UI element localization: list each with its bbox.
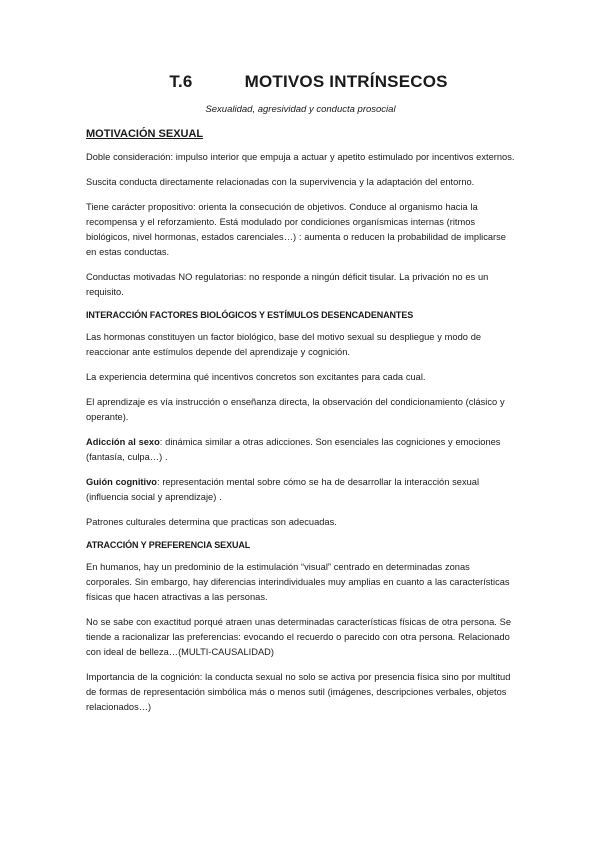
section-heading-motivacion-sexual: MOTIVACIÓN SEXUAL xyxy=(86,128,204,140)
paragraph: Doble consideración: impulso interior que empuja a actuar y apetito estimulado por incentivos externos. xyxy=(86,152,515,162)
paragraph: El aprendizaje es vía instrucción o enseñanza directa, la observación del condicionamiento (clásico y operante). xyxy=(86,397,505,422)
subheading-atraccion: ATRACCIÓN Y PREFERENCIA SEXUAL xyxy=(86,540,251,550)
title-number: T.6 xyxy=(169,72,193,91)
paragraph: Las hormonas constituyen un factor biológico, base del motivo sexual su despliegue y modo de reaccionar ante estímulos depende del aprendizaje y cognición. xyxy=(86,332,482,357)
paragraph: Importancia de la cognición: la conducta sexual no solo se activa por presencia física sino por multitud de formas de representación simbólica más o menos sutil (imágenes, descripciones verbales, objetos relacionados…) xyxy=(86,672,511,712)
page-title xyxy=(86,72,515,92)
paragraph: Patrones culturales determina que practicas son adecuadas. xyxy=(86,517,337,527)
term-guion: Guión cognitivo xyxy=(86,477,157,487)
paragraph: No se sabe con exactitud porqué atraen unas determinadas características físicas de otra persona. Se tiende a racionalizar las preferencias: evocando el recuerdo o parecido con otra persona. Relacionado con ideal de belleza…(MULTI-CAUSALIDAD) xyxy=(86,617,512,657)
subheading-interaccion: INTERACCIÓN FACTORES BIOLÓGICOS Y ESTÍMULOS DESENCADENANTES xyxy=(86,310,414,320)
paragraph: Tiene carácter propositivo: orienta la consecución de objetivos. Conduce al organismo hacia la recompensa y el reforzamiento. Está modulado por condiciones organísmicas internas (ritmos biológicos, nivel hormonas, estados carenciales…) : aumenta o reducen la probabilidad de implicarse en estas conductas. xyxy=(86,202,506,257)
page-subtitle: Sexualidad, agresividad y conducta prosocial xyxy=(205,104,396,115)
term-adiccion: Adicción al sexo xyxy=(86,437,160,447)
title-text: MOTIVOS INTRÍNSECOS xyxy=(244,72,448,91)
paragraph: La experiencia determina qué incentivos concretos son excitantes para cada cual. xyxy=(86,372,426,382)
definition-guion: : representación mental sobre cómo se ha de desarrollar la interacción sexual (influencia social y aprendizaje) . xyxy=(86,477,480,502)
paragraph: Suscita conducta directamente relacionadas con la supervivencia y la adaptación del entorno. xyxy=(86,177,475,187)
paragraph-guion xyxy=(86,475,515,505)
paragraph-adiccion xyxy=(86,435,515,465)
definition-adiccion: : dinámica similar a otras adicciones. Son esenciales las cogniciones y emociones (fantasía, culpa…) . xyxy=(86,437,501,462)
paragraph: En humanos, hay un predominio de la estimulación “visual” centrado en determinadas zonas corporales. Sin embargo, hay diferencias interindividuales muy amplias en cuanto a las características físicas que hacen atractivas a las personas. xyxy=(86,562,510,602)
paragraph: Conductas motivadas NO regulatorias: no responde a ningún déficit tisular. La privación no es un requisito. xyxy=(86,272,489,297)
